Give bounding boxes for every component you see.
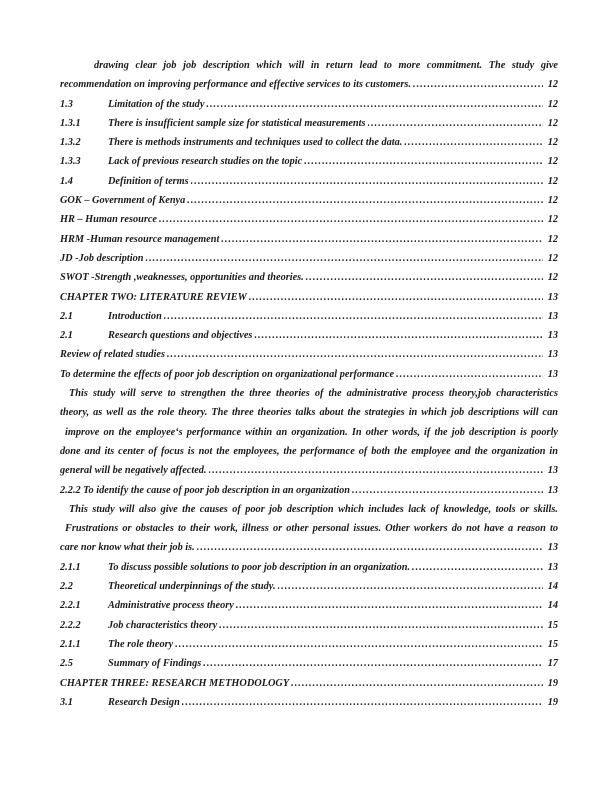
- toc-entry-page: 13: [547, 291, 558, 303]
- toc-entry: [60, 133, 558, 152]
- toc-entry-page: 19: [547, 696, 558, 708]
- toc-entry-page: 12: [547, 272, 558, 284]
- dot-leader: [191, 172, 543, 191]
- dot-leader: [396, 365, 543, 384]
- toc-entry-text: Theoretical underpinnings of the study.: [108, 581, 276, 593]
- toc-entry-page: 12: [547, 117, 558, 129]
- toc-entry-page: 12: [547, 252, 558, 264]
- toc-entry-page: 12: [547, 195, 558, 207]
- toc-entry-text: To determine the effects of poor job description on organizational performance: [60, 368, 395, 380]
- dot-leader: [206, 95, 543, 114]
- toc-entry: [60, 75, 558, 94]
- toc-entry-page: 19: [547, 677, 558, 689]
- toc-entry-text: Job characteristics theory: [108, 619, 218, 631]
- toc-entry: [60, 461, 558, 480]
- paragraph-line: This study will also give the causes of poor job description which includes lack of knowledge, tools or skills.: [69, 503, 558, 515]
- dot-leader: [146, 249, 543, 268]
- paragraph-line: drawing clear job job description which will in return lead to more commitment. The study give: [94, 60, 558, 71]
- toc-entry-text: HRM -Human resource management: [60, 233, 220, 245]
- toc-entry: [60, 249, 558, 268]
- toc-entry: [60, 95, 558, 114]
- toc-entry-page: 13: [547, 330, 558, 342]
- dot-leader: [249, 288, 543, 307]
- toc-entry-number: 2.1.1: [60, 561, 81, 573]
- toc-entry: [60, 152, 558, 171]
- toc-entry-number: 1.3.2: [60, 137, 81, 149]
- toc-entry-text: HR – Human resource: [60, 214, 157, 226]
- toc-entry: [60, 268, 558, 287]
- toc-entry: [60, 345, 558, 364]
- dot-leader: [209, 461, 544, 480]
- toc-entry-number: 2.2.1: [60, 600, 81, 612]
- toc-entry: [60, 326, 558, 345]
- toc-entry-page: 12: [547, 156, 558, 168]
- toc-entry-text: care nor know what their job is.: [60, 542, 195, 554]
- toc-entry-number: 3.1: [60, 696, 73, 708]
- toc-entry: [60, 577, 558, 596]
- dot-leader: [164, 307, 543, 326]
- toc-entry-page: 15: [547, 638, 558, 650]
- toc-entry-page: 14: [547, 600, 558, 612]
- dot-leader: [167, 345, 543, 364]
- toc-entry-text: Summary of Findings: [108, 658, 202, 670]
- toc-entry-number: 2.5: [60, 658, 73, 670]
- toc-entry: [60, 693, 558, 712]
- toc-entry: [60, 172, 558, 191]
- toc-entry: [60, 288, 558, 307]
- dot-leader: [368, 114, 543, 133]
- toc-entry-text: Introduction: [108, 310, 162, 322]
- toc-entry-text: Lack of previous research studies on the topic: [108, 156, 303, 168]
- toc-entry-page: 15: [547, 619, 558, 631]
- toc-entry-page: 13: [547, 561, 558, 573]
- dot-leader: [219, 616, 543, 635]
- toc-entry-text: general will be negatively affected.: [60, 465, 207, 477]
- toc-entry-number: 2.2: [60, 581, 73, 593]
- dot-leader: [306, 268, 543, 287]
- dot-leader: [304, 152, 543, 171]
- dot-leader: [175, 635, 543, 654]
- toc-entry-text: Limitation of the study: [108, 98, 205, 110]
- paragraph-line: improve on the employee‘s performance within an organization. In other words, if the job description is poorly: [65, 426, 558, 438]
- toc-entry-number: 1.3.1: [60, 117, 81, 129]
- paragraph-line: This study will serve to strengthen the three theories of the administrative process theory,job characteristics: [69, 388, 558, 400]
- toc-entry-page: 12: [547, 79, 558, 91]
- dot-leader: [254, 326, 543, 345]
- toc-entry-number: 2.1: [60, 310, 73, 322]
- toc-entry-page: 13: [547, 349, 558, 361]
- paragraph-line: done and its center of focus is not the employees, the performance of both the employee and the organization in: [60, 445, 558, 457]
- toc-entry-number: 2.1: [60, 330, 73, 342]
- toc-entry-text: Administrative process theory: [108, 600, 234, 612]
- toc-entry-page: 12: [547, 233, 558, 245]
- toc-entry: [60, 635, 558, 654]
- toc-entry-number: 1.3: [60, 98, 73, 110]
- toc-entry-page: 17: [547, 658, 558, 670]
- toc-entry-page: 12: [547, 137, 558, 149]
- dot-leader: [221, 230, 543, 249]
- dot-leader: [236, 596, 543, 615]
- paragraph-line: theory, as well as the role theory. The three theories talks about the strategies in which job descriptions will can: [60, 407, 558, 419]
- dot-leader: [203, 654, 543, 673]
- toc-entry-text: There is methods instruments and techniques used to collect the data.: [108, 137, 403, 149]
- toc-entry-page: 13: [547, 368, 558, 380]
- toc-entry-text: SWOT -Strength ,weaknesses, opportunities and theories.: [60, 272, 304, 284]
- toc-entry-page: 14: [547, 581, 558, 593]
- toc-entry: [60, 674, 558, 693]
- toc-entry: [60, 191, 558, 210]
- dot-leader: [278, 577, 543, 596]
- dot-leader: [197, 538, 543, 557]
- toc-entry-number: 1.4: [60, 175, 73, 187]
- toc-entry: [60, 307, 558, 326]
- dot-leader: [413, 75, 543, 94]
- toc-entry-text: CHAPTER TWO: LITERATURE REVIEW: [60, 291, 247, 303]
- dot-leader: [352, 481, 543, 500]
- dot-leader: [182, 693, 543, 712]
- toc-entry-text: JD -Job description: [60, 252, 144, 264]
- toc-entry: [60, 230, 558, 249]
- dot-leader: [291, 674, 543, 693]
- toc-entry-text: There is insufficient sample size for statistical measurements: [108, 117, 366, 129]
- paragraph-line: Frustrations or obstacles to their work, illness or other personal issues. Other workers do not have a reason to: [65, 523, 558, 535]
- dot-leader: [159, 210, 543, 229]
- toc-entry-number: 1.3.3: [60, 156, 81, 168]
- toc-entry-page: 13: [547, 465, 558, 477]
- toc-entry-number: 2.1.1: [60, 638, 81, 650]
- toc-entry-text: The role theory: [108, 638, 174, 650]
- toc-entry-page: 13: [547, 542, 558, 554]
- toc-entry-text: GOK – Government of Kenya: [60, 195, 186, 207]
- toc-entry: [60, 654, 558, 673]
- toc-entry: [60, 114, 558, 133]
- toc-entry-page: 13: [547, 310, 558, 322]
- toc-entry-text: Research Design: [108, 696, 180, 708]
- toc-entry-number: 2.2.2: [60, 619, 81, 631]
- toc-entry-page: 13: [547, 484, 558, 496]
- toc-entry: [60, 365, 558, 384]
- dot-leader: [412, 558, 543, 577]
- toc-entry: [60, 538, 558, 557]
- table-of-contents: [60, 56, 558, 712]
- toc-entry-page: 12: [547, 175, 558, 187]
- toc-entry-text: 2.2.2 To identify the cause of poor job description in an organization: [60, 484, 350, 496]
- toc-entry: [60, 210, 558, 229]
- toc-entry: [60, 481, 558, 500]
- toc-entry-text: Review of related studies: [60, 349, 165, 361]
- toc-entry: [60, 616, 558, 635]
- toc-entry-text: recommendation on improving performance and effective services to its customers.: [60, 79, 412, 91]
- toc-entry: [60, 596, 558, 615]
- toc-entry-text: To discuss possible solutions to poor job description in an organization.: [108, 561, 411, 573]
- toc-entry-text: CHAPTER THREE: RESEARCH METHODOLOGY: [60, 677, 290, 689]
- toc-entry-text: Research questions and objectives: [108, 330, 253, 342]
- toc-entry: [60, 558, 558, 577]
- toc-entry-page: 12: [547, 214, 558, 226]
- dot-leader: [187, 191, 543, 210]
- toc-entry-text: Definition of terms: [108, 175, 189, 187]
- toc-entry-page: 12: [547, 98, 558, 110]
- dot-leader: [404, 133, 543, 152]
